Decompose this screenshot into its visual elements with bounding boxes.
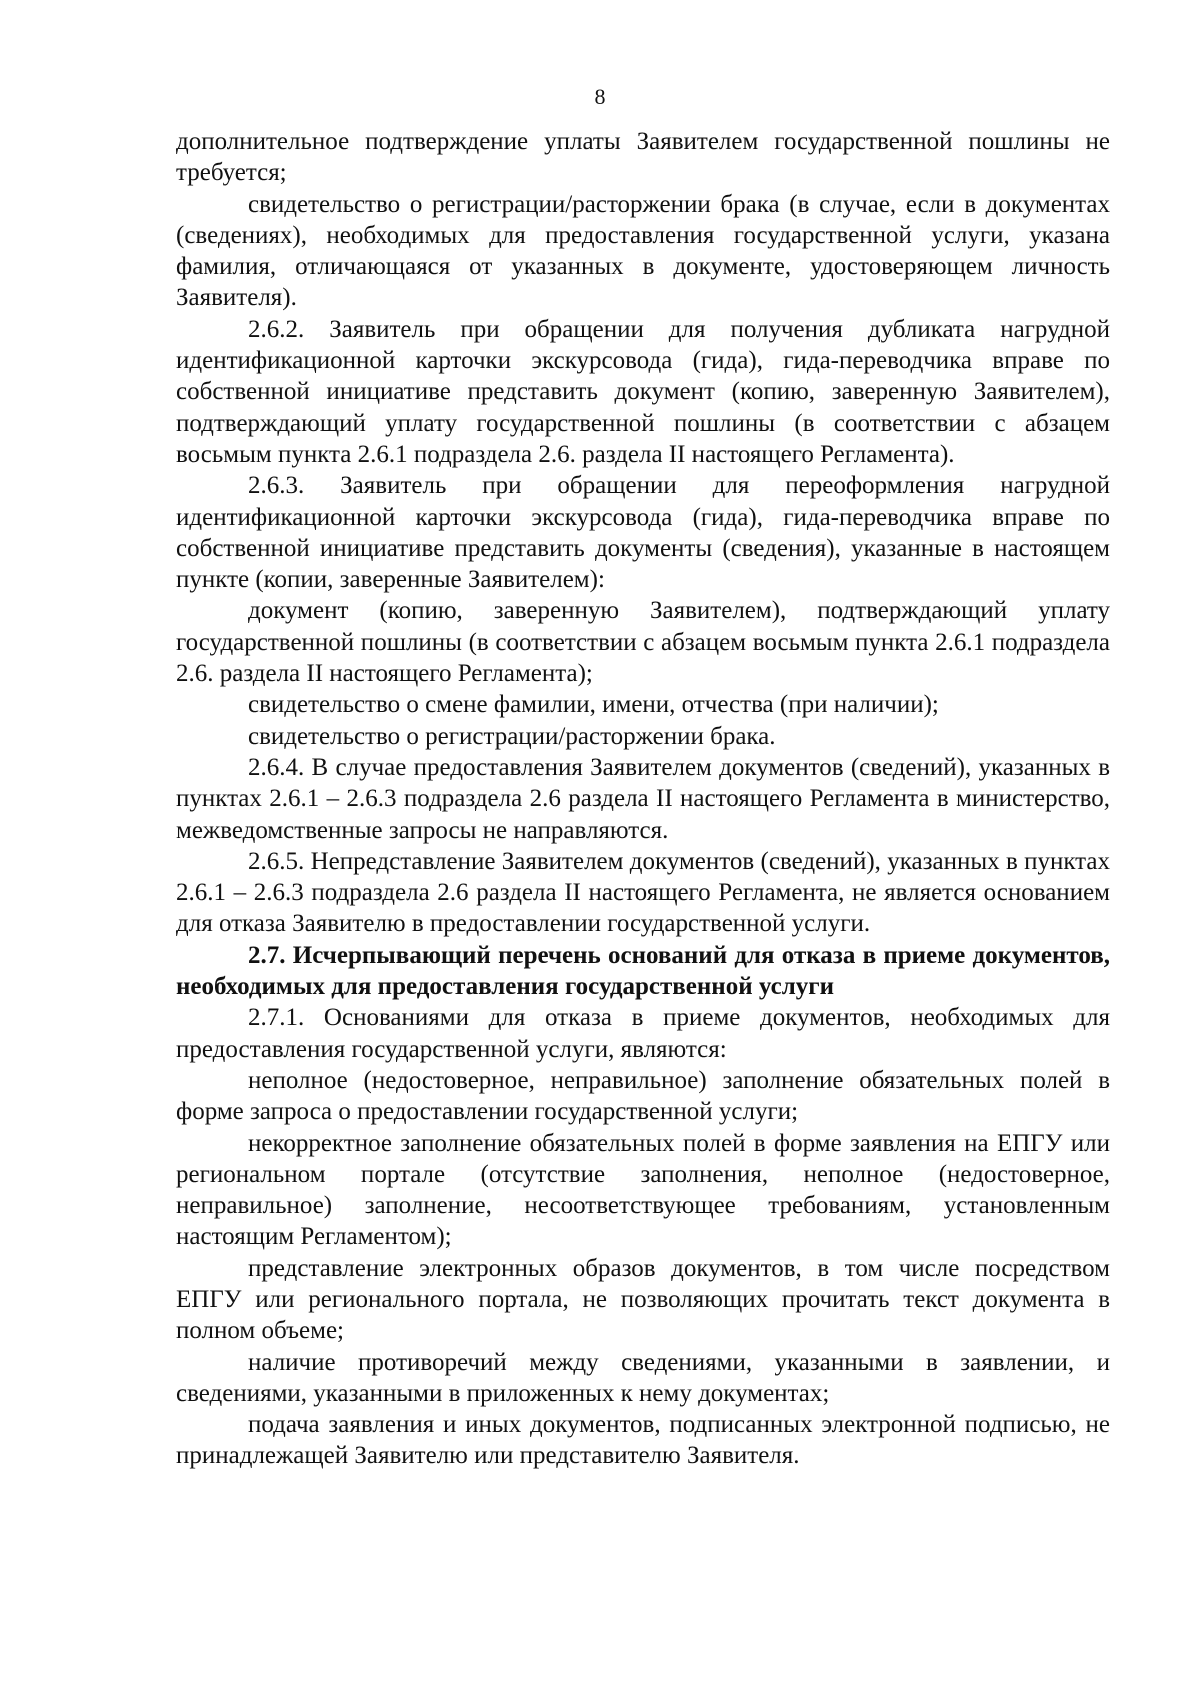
- paragraph: представление электронных образов документов, в том числе посредством ЕПГУ или регионального портала, не позволяющих прочитать текст документа в полном объеме;: [176, 1254, 1110, 1345]
- page-number: 8: [594, 84, 606, 109]
- paragraph: свидетельство о регистрации/расторжении брака.: [248, 722, 776, 750]
- section-heading: 2.7. Исчерпывающий перечень оснований для отказа в приеме документов, необходимых для предоставления государственной услуги: [176, 941, 1110, 1001]
- paragraph: документ (копию, заверенную Заявителем), подтверждающий уплату государственной пошлины (в соответствии с абзацем восьмым пункта 2.6.1 подраздела 2.6. раздела II настоящего Регламента);: [176, 597, 1110, 688]
- paragraph: подача заявления и иных документов, подписанных электронной подписью, не принадлежащей Заявителю или представителю Заявителя.: [176, 1411, 1110, 1470]
- paragraph: наличие противоречий между сведениями, указанными в заявлении, и сведениями, указанными в приложенных к нему документах;: [176, 1348, 1110, 1407]
- paragraph: 2.7.1. Основаниями для отказа в приеме документов, необходимых для предоставления государственной услуги, являются:: [176, 1004, 1110, 1063]
- paragraph: свидетельство о регистрации/расторжении брака (в случае, если в документах (сведениях), необходимых для предоставления государственной услуги, указана фамилия, отличающаяся от указанных в документе, удостоверяющем личность Заявителя).: [176, 190, 1110, 312]
- paragraph: некорректное заполнение обязательных полей в форме заявления на ЕПГУ или региональном портале (отсутствие заполнения, неполное (недостоверное, неправильное) заполнение, несоответствующее требованиям, установленным настоящим Регламентом);: [176, 1129, 1110, 1251]
- document-body: [176, 126, 1110, 1472]
- paragraph: 2.6.5. Непредставление Заявителем документов (сведений), указанных в пунктах 2.6.1 – 2.6.3 подраздела 2.6 раздела II настоящего Регламента, не является основанием для отказа Заявителю в предоставлении государственной услуги.: [176, 847, 1110, 938]
- paragraph: 2.6.4. В случае предоставления Заявителем документов (сведений), указанных в пунктах 2.6.1 – 2.6.3 подраздела 2.6 раздела II настоящего Регламента в министерство, межведомственные запросы не направляются.: [176, 753, 1110, 844]
- paragraph: неполное (недостоверное, неправильное) заполнение обязательных полей в форме запроса о предоставлении государственной услуги;: [176, 1066, 1110, 1126]
- paragraph: дополнительное подтверждение уплаты Заявителем государственной пошлины не требуется;: [176, 128, 1110, 187]
- paragraph: 2.6.2. Заявитель при обращении для получения дубликата нагрудной идентификационной карточки экскурсовода (гида), гида-переводчика вправе по собственной инициативе представить документ (копию, заверенную Заявителем), подтверждающий уплату государственной пошлины (в соответствии с абзацем восьмым пункта 2.6.1 подраздела 2.6. раздела II настоящего Регламента).: [176, 315, 1110, 468]
- paragraph: 2.6.3. Заявитель при обращении для переоформления нагрудной идентификационной карточки экскурсовода (гида), гида-переводчика вправе по собственной инициативе представить документы (сведения), указанные в настоящем пункте (копии, заверенные Заявителем):: [176, 472, 1110, 594]
- paragraph: свидетельство о смене фамилии, имени, отчества (при наличии);: [248, 691, 939, 719]
